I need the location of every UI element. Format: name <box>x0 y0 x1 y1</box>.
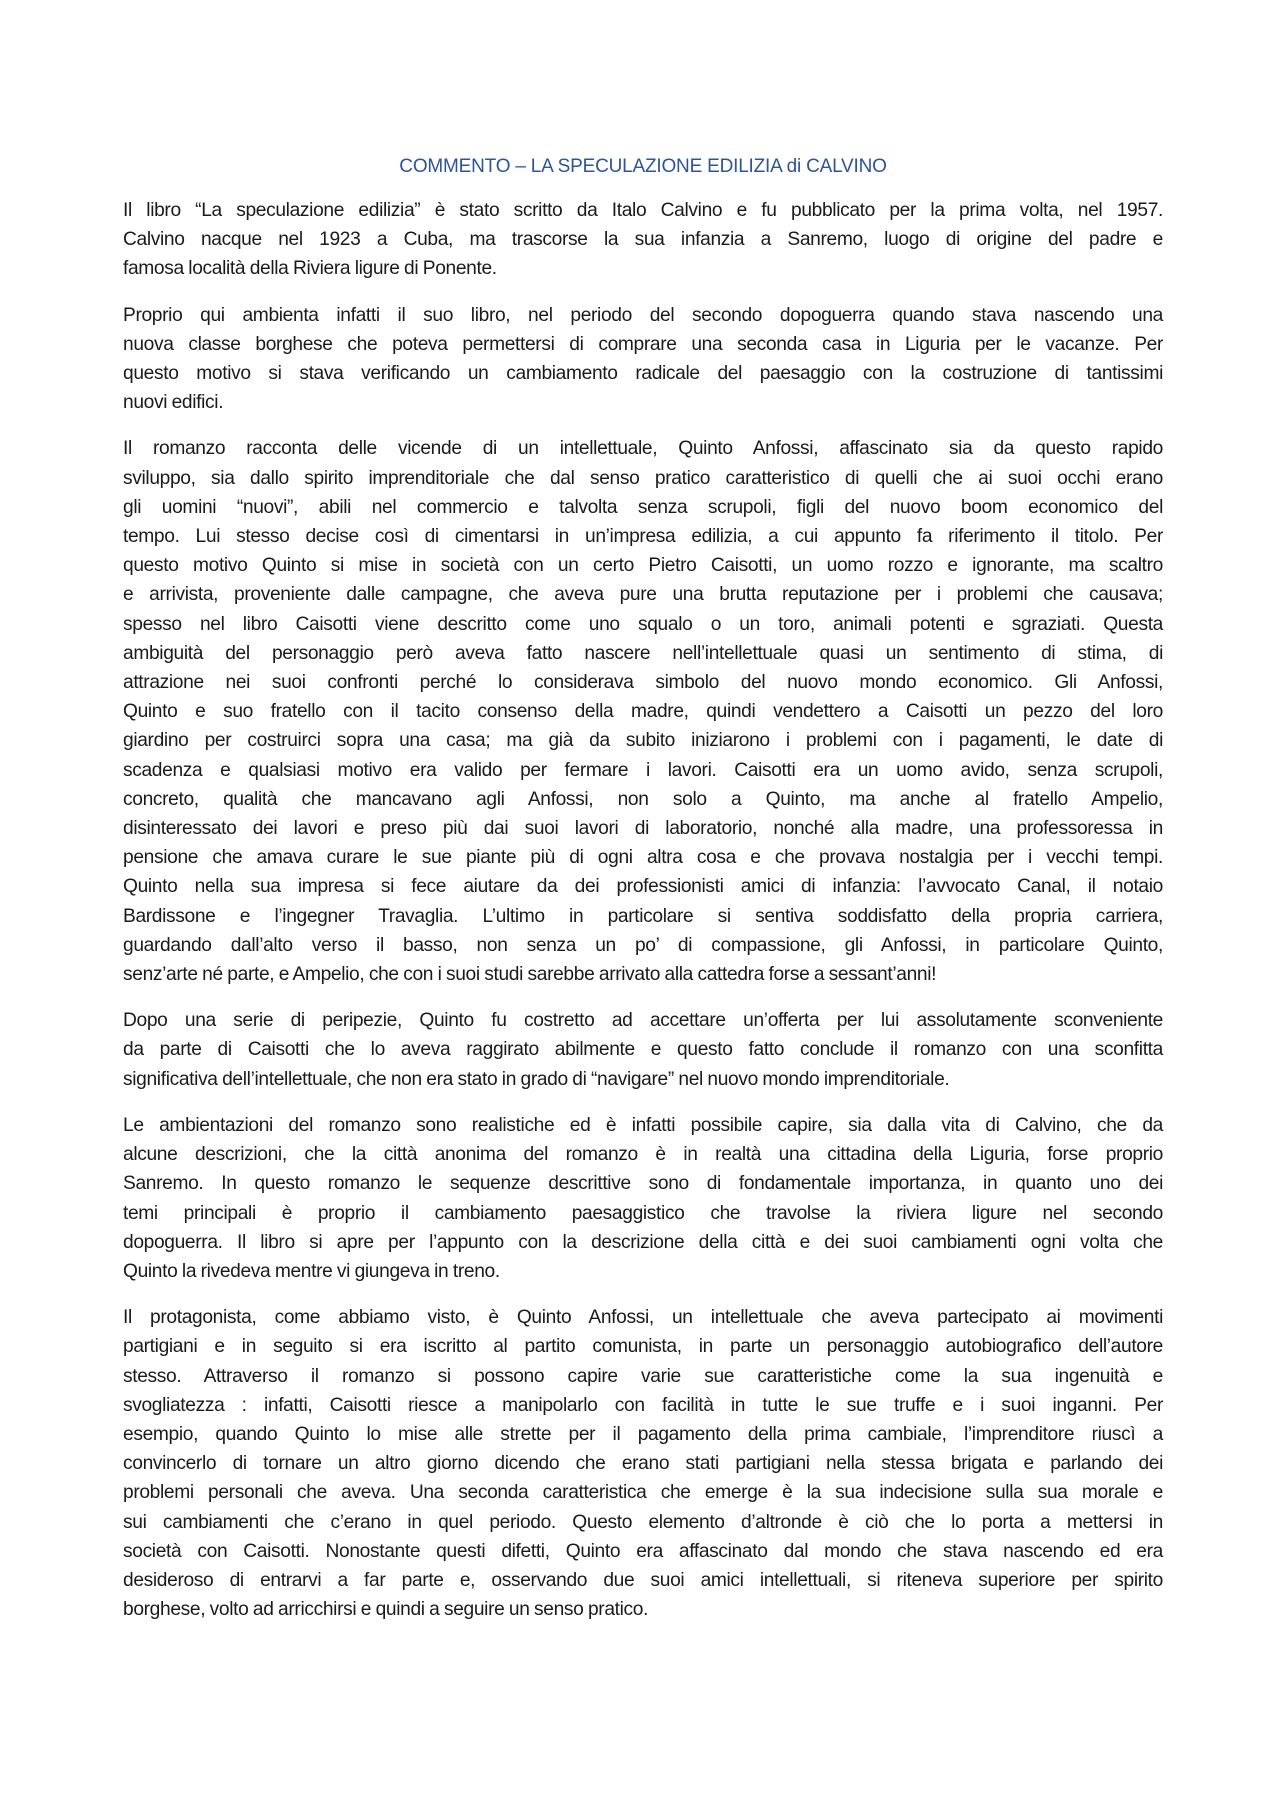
paragraph-line: desideroso di entrarvi a far parte e, osservando due suoi amici intellettuali, si riteneva superiore per spirito <box>123 1569 1163 1591</box>
paragraph-line: stesso. Attraverso il romanzo si possono capire varie sue caratteristiche come la sua ingenuità e <box>123 1365 1163 1387</box>
paragraph-line: significativa dell’intellettuale, che non era stato in grado di “navigare” nel nuovo mondo imprenditoriale. <box>123 1068 950 1090</box>
paragraph-line: giardino per costruirci sopra una casa; ma già da subito iniziarono i problemi con i pagamenti, le date di <box>123 730 1163 752</box>
paragraph-line: attrazione nei suoi confronti perché lo considerava simbolo del nuovo mondo economico. Gli Anfossi, <box>123 672 1163 694</box>
paragraph-line: Il protagonista, come abbiamo visto, è Quinto Anfossi, un intellettuale che aveva partecipato ai movimenti <box>123 1307 1163 1329</box>
paragraph-line: Le ambientazioni del romanzo sono realistiche ed è infatti possibile capire, sia dalla vita di Calvino, che da <box>123 1114 1163 1136</box>
paragraph-6 <box>123 1303 1163 1624</box>
paragraph-line: senz’arte né parte, e Ampelio, che con i suoi studi sarebbe arrivato alla cattedra forse a sessant’anni! <box>123 964 937 986</box>
paragraph-line: società con Caisotti. Nonostante questi difetti, Quinto era affascinato dal mondo che stava nascendo ed era <box>123 1540 1163 1562</box>
paragraph-line: convincerlo di tornare un altro giorno dicendo che erano stati partigiani nella stessa brigata e parlando dei <box>123 1453 1163 1475</box>
paragraph-line: Quinto la rivedeva mentre vi giungeva in treno. <box>123 1260 500 1282</box>
document-body <box>123 154 1163 1641</box>
paragraph-line: esempio, quando Quinto lo mise alle strette per il pagamento della prima cambiale, l’imprenditore riuscì a <box>123 1423 1163 1445</box>
paragraph-line: Dopo una serie di peripezie, Quinto fu costretto ad accettare un’offerta per lui assolutamente sconveniente <box>123 1010 1163 1032</box>
paragraphs-container <box>123 196 1163 1624</box>
paragraph-line: questo motivo si stava verificando un cambiamento radicale del paesaggio con la costruzione di tantissimi <box>123 363 1163 385</box>
paragraph-line: Quinto e suo fratello con il tacito consenso della madre, quindi vendettero a Caisotti un pezzo del loro <box>123 701 1163 723</box>
paragraph-line: nuova classe borghese che poteva permettersi di comprare una seconda casa in Liguria per le vacanze. Per <box>123 333 1163 355</box>
paragraph-line: ambiguità del personaggio però aveva fatto nascere nell’intellettuale quasi un sentimento di stima, di <box>123 642 1163 664</box>
paragraph-line: Bardissone e l’ingegner Travaglia. L’ultimo in particolare si sentiva soddisfatto della propria carriera, <box>123 905 1163 927</box>
paragraph-line: problemi personali che aveva. Una seconda caratteristica che emerge è la sua indecisione sulla sua morale e <box>123 1482 1163 1504</box>
paragraph-line: sviluppo, sia dallo spirito imprenditoriale che dal senso pratico caratteristico di quelli che ai suoi occhi erano <box>123 467 1163 489</box>
paragraph-line: guardando dall’alto verso il basso, non senza un po’ di compassione, gli Anfossi, in particolare Quinto, <box>123 934 1163 956</box>
paragraph-line: partigiani e in seguito si era iscritto al partito comunista, in parte un personaggio autobiografico dell’autore <box>123 1336 1163 1358</box>
paragraph-4 <box>123 1006 1163 1094</box>
paragraph-line: scadenza e qualsiasi motivo era valido per fermare i lavori. Caisotti era un uomo avido, senza scrupoli, <box>123 759 1163 781</box>
paragraph-5 <box>123 1111 1163 1286</box>
paragraph-line: famosa località della Riviera ligure di Ponente. <box>123 258 497 280</box>
paragraph-line: pensione che amava curare le sue piante più di ogni altra cosa e che provava nostalgia per i vecchi tempi. <box>123 847 1163 869</box>
paragraph-line: concreto, qualità che mancavano agli Anfossi, non solo a Quinto, ma anche al fratello Ampelio, <box>123 788 1163 810</box>
paragraph-line: temi principali è proprio il cambiamento paesaggistico che travolse la riviera ligure nel secondo <box>123 1202 1163 1224</box>
paragraph-line: tempo. Lui stesso decise così di cimentarsi in un’impresa edilizia, a cui appunto fa riferimento il titolo. Per <box>123 526 1163 548</box>
paragraph-line: spesso nel libro Caisotti viene descritto come uno squalo o un toro, animali potenti e sgraziati. Questa <box>123 613 1163 635</box>
paragraph-line: Sanremo. In questo romanzo le sequenze descrittive sono di fondamentale importanza, in quanto uno dei <box>123 1173 1163 1195</box>
paragraph-line: disinteressato dei lavori e preso più dai suoi lavori di laboratorio, nonché alla madre, una professoressa in <box>123 818 1163 840</box>
paragraph-line: dopoguerra. Il libro si apre per l’appunto con la descrizione della città e dei suoi cambiamenti ogni volta che <box>123 1231 1163 1253</box>
paragraph-line: da parte di Caisotti che lo aveva raggirato abilmente e questo fatto conclude il romanzo con una sconfitta <box>123 1039 1163 1061</box>
paragraph-line: gli uomini “nuovi”, abili nel commercio e talvolta senza scrupoli, figli del nuovo boom economico del <box>123 496 1163 518</box>
paragraph-line: Quinto nella sua impresa si fece aiutare da dei professionisti amici di infanzia: l’avvocato Canal, il notaio <box>123 876 1163 898</box>
paragraph-line: borghese, volto ad arricchirsi e quindi a seguire un senso pratico. <box>123 1599 649 1621</box>
document-title: COMMENTO – LA SPECULAZIONE EDILIZIA di CALVINO <box>399 156 887 177</box>
paragraph-3 <box>123 434 1163 989</box>
paragraph-line: Calvino nacque nel 1923 a Cuba, ma trascorse la sua infanzia a Sanremo, luogo di origine del padre e <box>123 229 1163 251</box>
paragraph-line: e arrivista, proveniente dalle campagne, che aveva pure una brutta reputazione per i problemi che causava; <box>123 584 1163 606</box>
paragraph-line: questo motivo Quinto si mise in società con un certo Pietro Caisotti, un uomo rozzo e ignorante, ma scaltro <box>123 555 1163 577</box>
paragraph-1 <box>123 196 1163 284</box>
paragraph-line: Proprio qui ambienta infatti il suo libro, nel periodo del secondo dopoguerra quando stava nascendo una <box>123 304 1163 326</box>
paragraph-line: alcune descrizioni, che la città anonima del romanzo è in realtà una cittadina della Liguria, forse proprio <box>123 1144 1163 1166</box>
paragraph-line: sui cambiamenti che c’erano in quel periodo. Questo elemento d’altronde è ciò che lo porta a mettersi in <box>123 1511 1163 1533</box>
paragraph-line: svogliatezza : infatti, Caisotti riesce a manipolarlo con facilità in tutte le sue truffe e i suoi inganni. Per <box>123 1394 1163 1416</box>
paragraph-2 <box>123 301 1163 418</box>
paragraph-line: Il romanzo racconta delle vicende di un intellettuale, Quinto Anfossi, affascinato sia da questo rapido <box>123 438 1163 460</box>
paragraph-line: Il libro “La speculazione edilizia” è stato scritto da Italo Calvino e fu pubblicato per la prima volta, nel 1957. <box>123 200 1163 221</box>
paragraph-line: nuovi edifici. <box>123 392 224 414</box>
